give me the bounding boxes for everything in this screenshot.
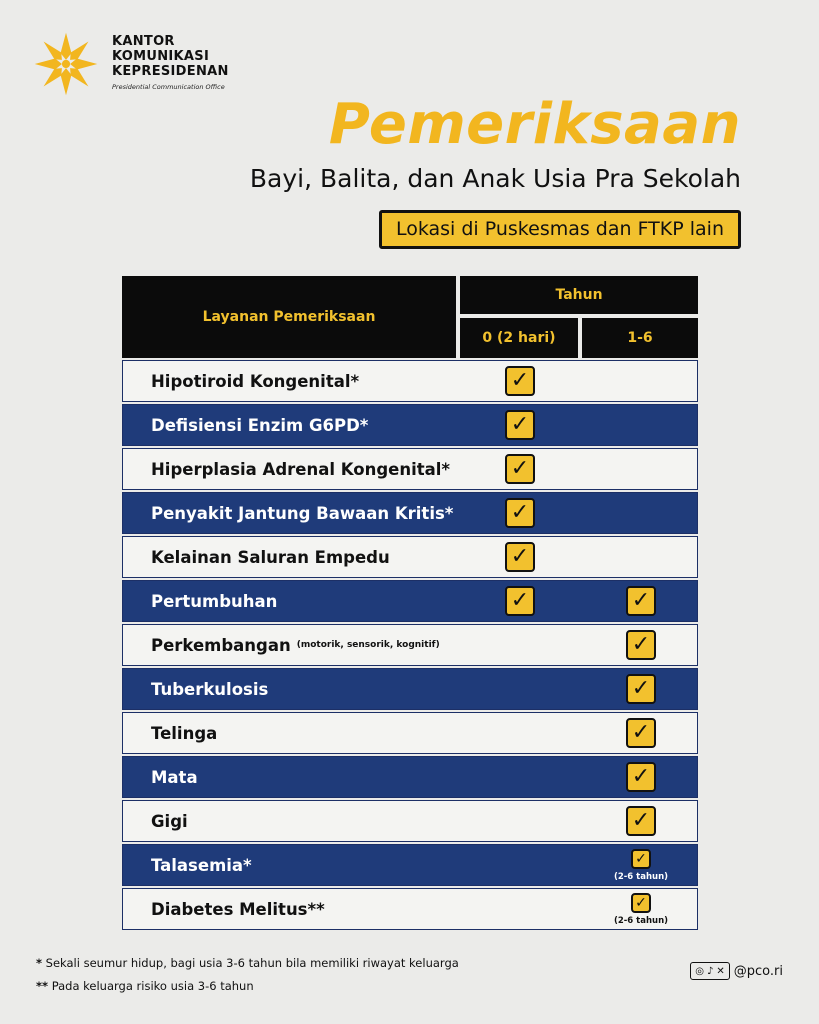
service-label	[151, 889, 325, 929]
table-row	[122, 536, 698, 578]
logo-line-3: KEPRESIDENAN	[112, 63, 229, 79]
table-row	[122, 492, 698, 534]
cell-0-years	[461, 889, 579, 929]
social-icons	[690, 962, 730, 980]
service-label	[151, 625, 440, 665]
service-name: Diabetes Melitus**	[151, 899, 325, 919]
location-badge: Lokasi di Puskesmas dan FTKP lain	[379, 210, 741, 249]
logo-line-1: KANTOR	[112, 33, 175, 49]
cell-1-6-years	[583, 845, 699, 885]
table-body	[122, 360, 698, 930]
table-row	[122, 360, 698, 402]
logo-subtitle: Presidential Communication Office	[112, 82, 225, 91]
checkmark-icon: ✓	[631, 849, 651, 869]
table-row	[122, 580, 698, 622]
tiktok-icon: ♪	[707, 965, 714, 977]
table-row	[122, 668, 698, 710]
cell-1-6-years	[583, 757, 699, 797]
service-label	[151, 361, 359, 401]
services-table	[122, 276, 698, 930]
service-name: Telinga	[151, 723, 218, 743]
cell-1-6-years	[583, 801, 699, 841]
checkmark-icon: ✓	[505, 454, 535, 484]
cell-0-years	[461, 801, 579, 841]
service-label	[151, 449, 450, 489]
service-name: Pertumbuhan	[151, 591, 278, 611]
cell-1-6-years	[583, 581, 699, 621]
service-label	[151, 757, 198, 797]
checkmark-icon: ✓	[626, 806, 656, 836]
service-name: Perkembangan	[151, 635, 291, 655]
cell-0-years	[461, 845, 579, 885]
footnote-mark: **	[36, 979, 49, 993]
checkmark-icon: ✓	[626, 718, 656, 748]
header-col-0: 0 (2 hari)	[460, 318, 578, 358]
cell-1-6-years	[583, 625, 699, 665]
cell-1-6-years	[583, 405, 699, 445]
service-name: Defisiensi Enzim G6PD*	[151, 415, 369, 435]
cell-1-6-years	[583, 537, 699, 577]
service-name: Gigi	[151, 811, 188, 831]
x-icon: ✕	[716, 965, 725, 977]
cell-0-years	[461, 449, 579, 489]
service-name: Kelainan Saluran Empedu	[151, 547, 390, 567]
service-label	[151, 405, 368, 445]
cell-1-6-years	[583, 669, 699, 709]
service-note: (motorik, sensorik, kognitif)	[296, 640, 440, 650]
cell-0-years	[461, 361, 579, 401]
service-label	[151, 845, 252, 885]
service-label	[151, 537, 390, 577]
cell-1-6-years	[583, 889, 699, 929]
cell-0-years	[461, 537, 579, 577]
logo-line-2: KOMUNIKASI	[112, 48, 210, 64]
table-row	[122, 712, 698, 754]
header-service: Layanan Pemeriksaan	[122, 276, 456, 358]
table-row	[122, 888, 698, 930]
service-name: Mata	[151, 767, 198, 787]
service-name: Hipotiroid Kongenital*	[151, 371, 360, 391]
service-label	[151, 493, 453, 533]
checkmark-icon: ✓	[505, 410, 535, 440]
cell-0-years	[461, 405, 579, 445]
checkmark-icon: ✓	[505, 366, 535, 396]
checkmark-icon: ✓	[631, 893, 651, 913]
age-range-note: (2-6 tahun)	[613, 915, 669, 926]
service-label	[151, 669, 268, 709]
checkmark-icon: ✓	[626, 762, 656, 792]
instagram-icon: ◎	[695, 965, 704, 977]
service-name: Talasemia*	[151, 855, 252, 875]
checkmark-icon: ✓	[626, 674, 656, 704]
cell-0-years	[461, 581, 579, 621]
table-row	[122, 800, 698, 842]
footnote-text: Sekali seumur hidup, bagi usia 3-6 tahun bila memiliki riwayat keluarga	[45, 956, 459, 970]
checkmark-icon: ✓	[626, 586, 656, 616]
table-row	[122, 756, 698, 798]
cell-0-years	[461, 493, 579, 533]
cell-0-years	[461, 625, 579, 665]
handle-text: @pco.ri	[733, 963, 783, 979]
checkmark-icon: ✓	[505, 586, 535, 616]
footnote-text: Pada keluarga risiko usia 3-6 tahun	[51, 979, 254, 993]
footnotes	[36, 952, 459, 998]
service-label	[151, 713, 217, 753]
footnote-mark: *	[36, 956, 43, 970]
star-logo-icon	[32, 30, 100, 98]
service-name: Hiperplasia Adrenal Kongenital*	[151, 459, 451, 479]
checkmark-icon: ✓	[505, 542, 535, 572]
service-label	[151, 801, 188, 841]
service-name: Tuberkulosis	[151, 679, 269, 699]
age-range-note: (2-6 tahun)	[613, 871, 669, 882]
table-row	[122, 844, 698, 886]
checkmark-icon: ✓	[505, 498, 535, 528]
cell-0-years	[461, 757, 579, 797]
cell-1-6-years	[583, 713, 699, 753]
table-row	[122, 624, 698, 666]
cell-0-years	[461, 669, 579, 709]
header-year-group: Tahun	[460, 276, 698, 314]
cell-0-years	[461, 713, 579, 753]
checkmark-icon: ✓	[626, 630, 656, 660]
service-name: Penyakit Jantung Bawaan Kritis*	[151, 503, 454, 523]
page-subtitle: Bayi, Balita, dan Anak Usia Pra Sekolah	[249, 164, 741, 193]
table-row	[122, 404, 698, 446]
cell-1-6-years	[583, 449, 699, 489]
table-row	[122, 448, 698, 490]
cell-1-6-years	[583, 361, 699, 401]
cell-1-6-years	[583, 493, 699, 533]
footnote-2	[36, 975, 459, 998]
page-title: Pemeriksaan	[328, 92, 741, 157]
footnote-1	[36, 952, 459, 975]
logo	[32, 30, 229, 98]
service-label	[151, 581, 277, 621]
social-handle	[690, 962, 783, 980]
header-col-1-6: 1-6	[582, 318, 698, 358]
table-header	[122, 276, 698, 358]
